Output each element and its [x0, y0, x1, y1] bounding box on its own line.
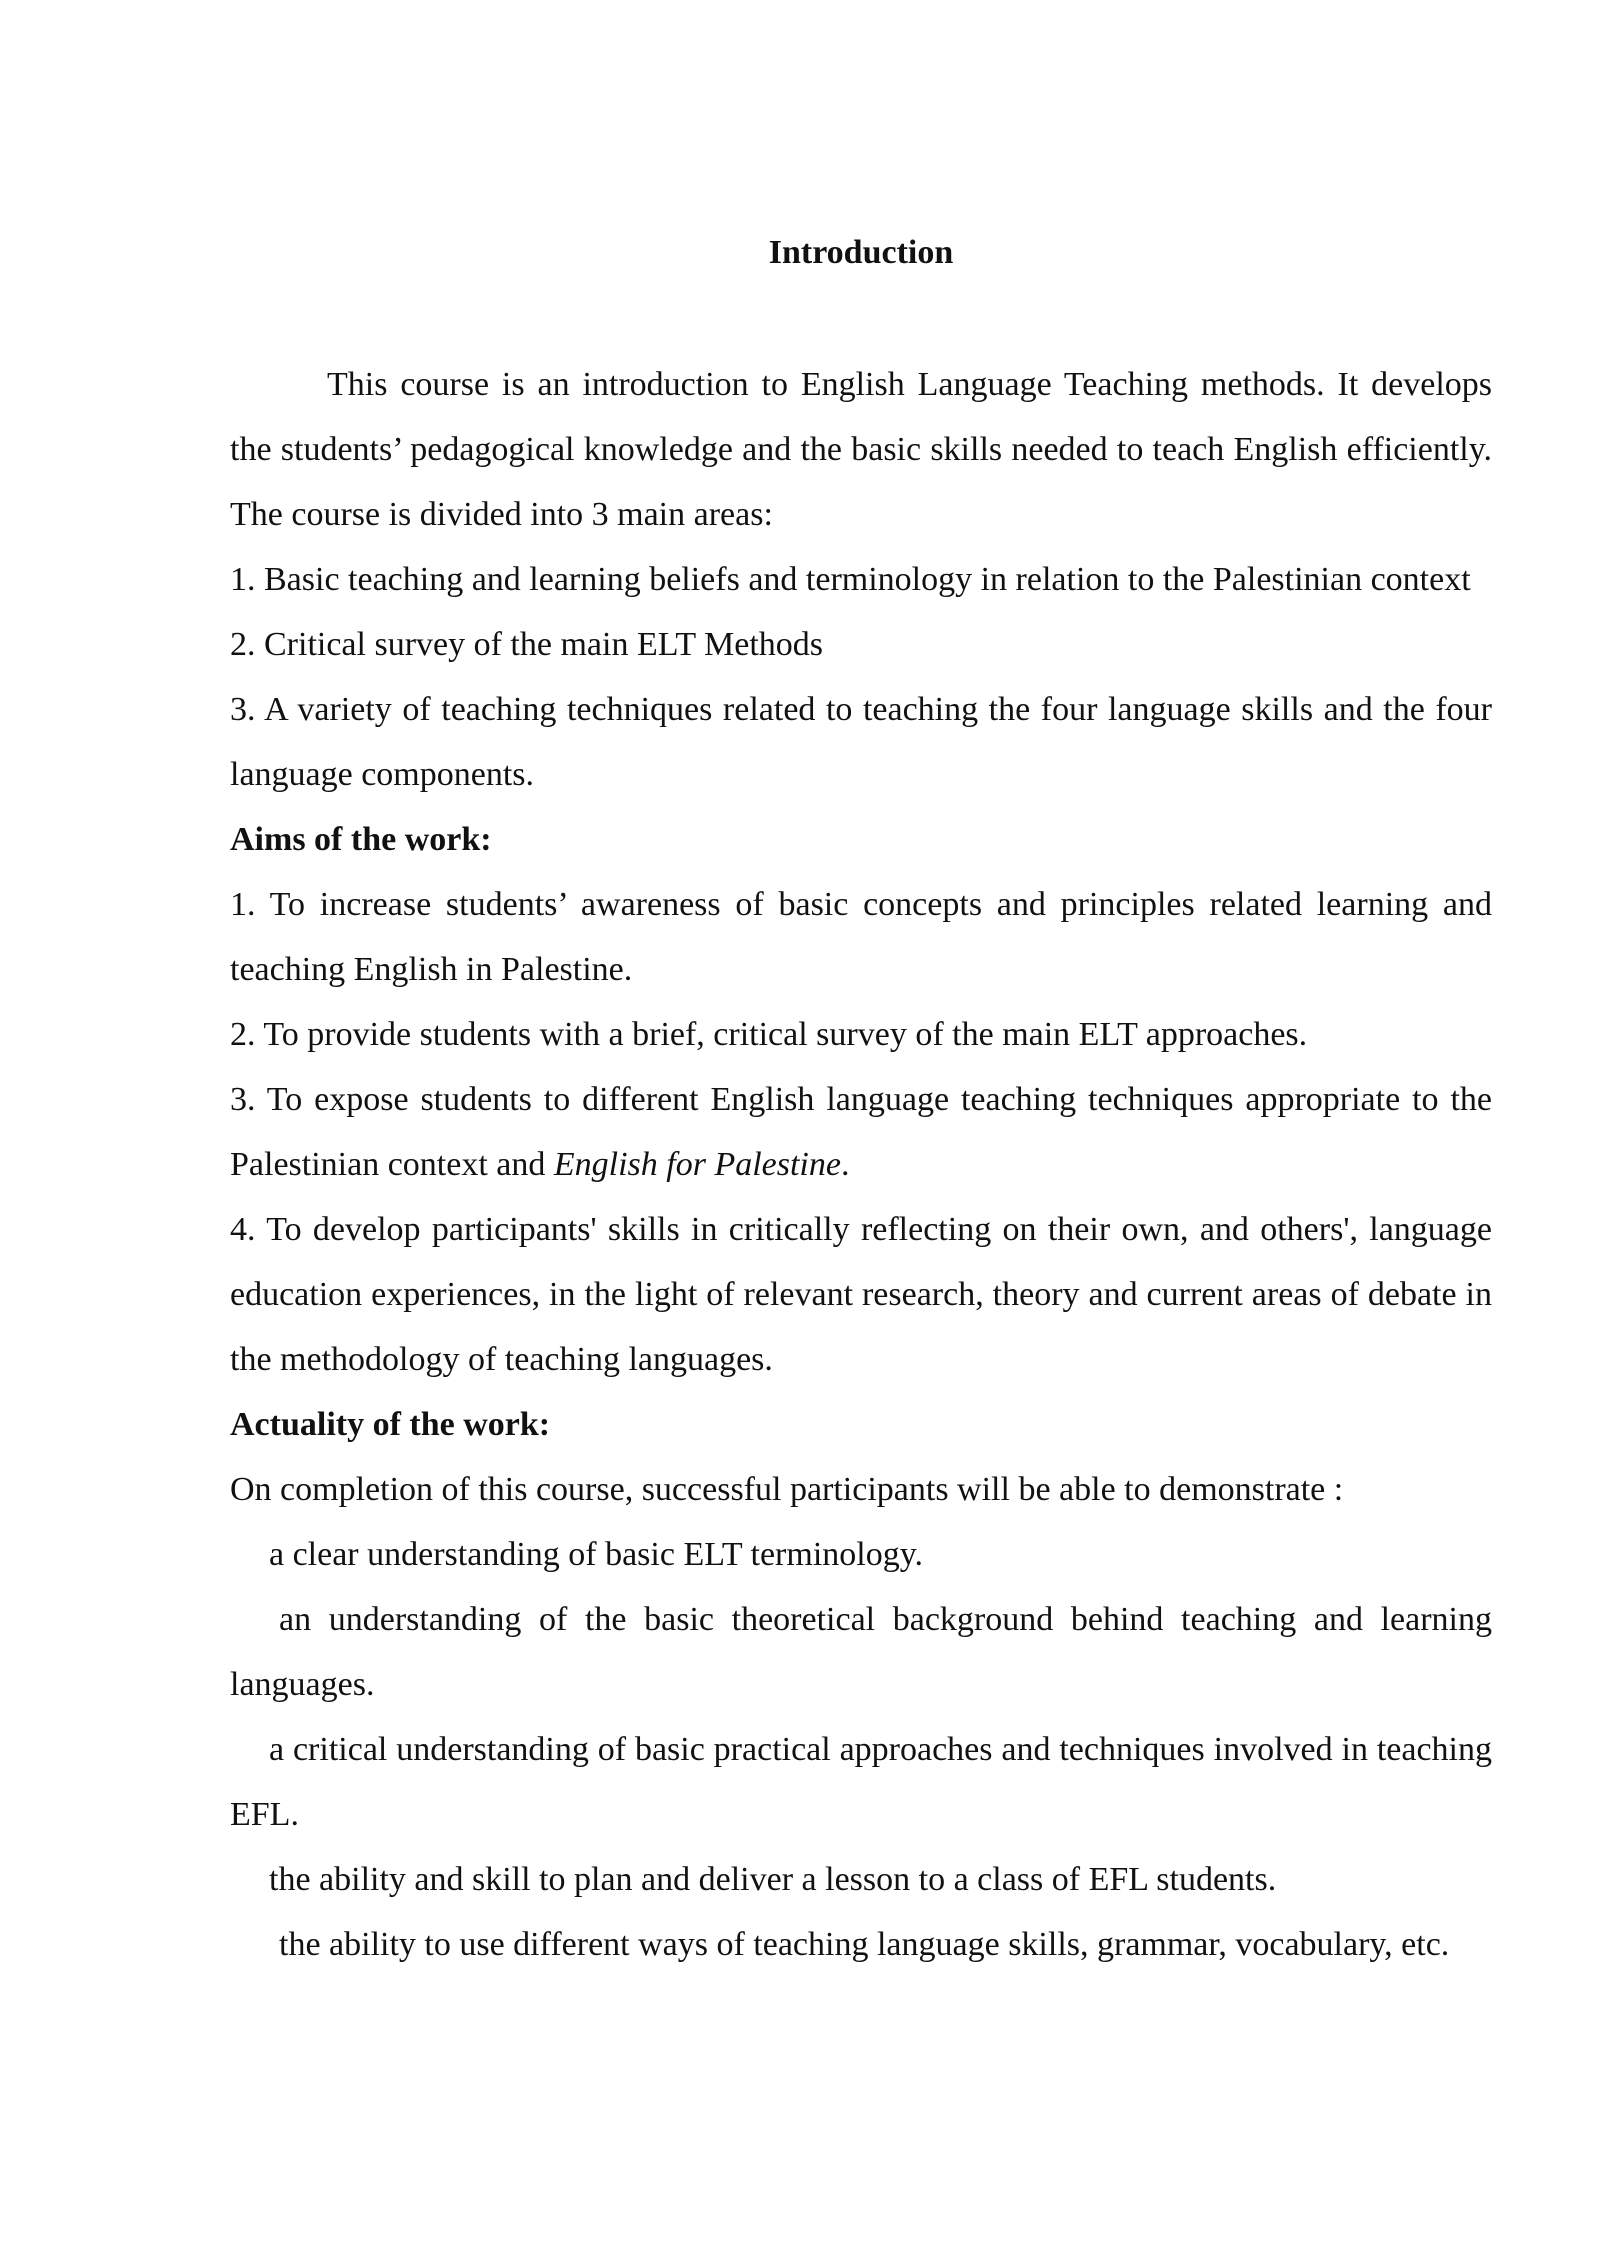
aim-item-3: [230, 1067, 1492, 1197]
area-item-3: 3. A variety of teaching techniques related to teaching the four language skills and the four language components.: [230, 691, 1492, 793]
aim-item-3-text: 3. To expose students to different English language teaching techniques appropriate to the Palestinian context and: [230, 1081, 1492, 1183]
actuality-heading: Actuality of the work:: [230, 1406, 551, 1443]
outcome-item-5: the ability to use different ways of teaching language skills, grammar, vocabulary, etc.: [279, 1926, 1450, 1963]
document-body: [230, 352, 1492, 1977]
outcome-item-2: an understanding of the basic theoretical background behind teaching and learning languages.: [230, 1601, 1492, 1703]
outcome-item-4: the ability and skill to plan and deliver a lesson to a class of EFL students.: [269, 1861, 1277, 1898]
aim-item-2: 2. To provide students with a brief, critical survey of the main ELT approaches.: [230, 1016, 1308, 1053]
intro-paragraph: This course is an introduction to English Language Teaching methods. It develops the students’ pedagogical knowledge and the basic skills needed to teach English efficiently. The course is divided into 3 main areas:: [230, 366, 1492, 533]
outcome-item-3: a critical understanding of basic practical approaches and techniques involved in teaching EFL.: [230, 1731, 1492, 1833]
aim-item-1: 1. To increase students’ awareness of basic concepts and principles related learning and teaching English in Palestine.: [230, 886, 1492, 988]
area-item-1: 1. Basic teaching and learning beliefs and terminology in relation to the Palestinian context: [230, 561, 1471, 598]
actuality-intro: On completion of this course, successful participants will be able to demonstrate :: [230, 1471, 1344, 1508]
aim-item-3-end: .: [840, 1146, 850, 1183]
aim-item-4: 4. To develop participants' skills in critically reflecting on their own, and others', language education experiences, in the light of relevant research, theory and current areas of debate in the methodology of teaching languages.: [230, 1211, 1492, 1378]
aim-item-3-title: English for Palestine: [553, 1146, 841, 1183]
aims-heading: Aims of the work:: [230, 821, 492, 858]
area-item-2: 2. Critical survey of the main ELT Methods: [230, 626, 824, 663]
page-title: Introduction: [768, 234, 954, 271]
outcome-item-1: a clear understanding of basic ELT terminology.: [269, 1536, 924, 1573]
